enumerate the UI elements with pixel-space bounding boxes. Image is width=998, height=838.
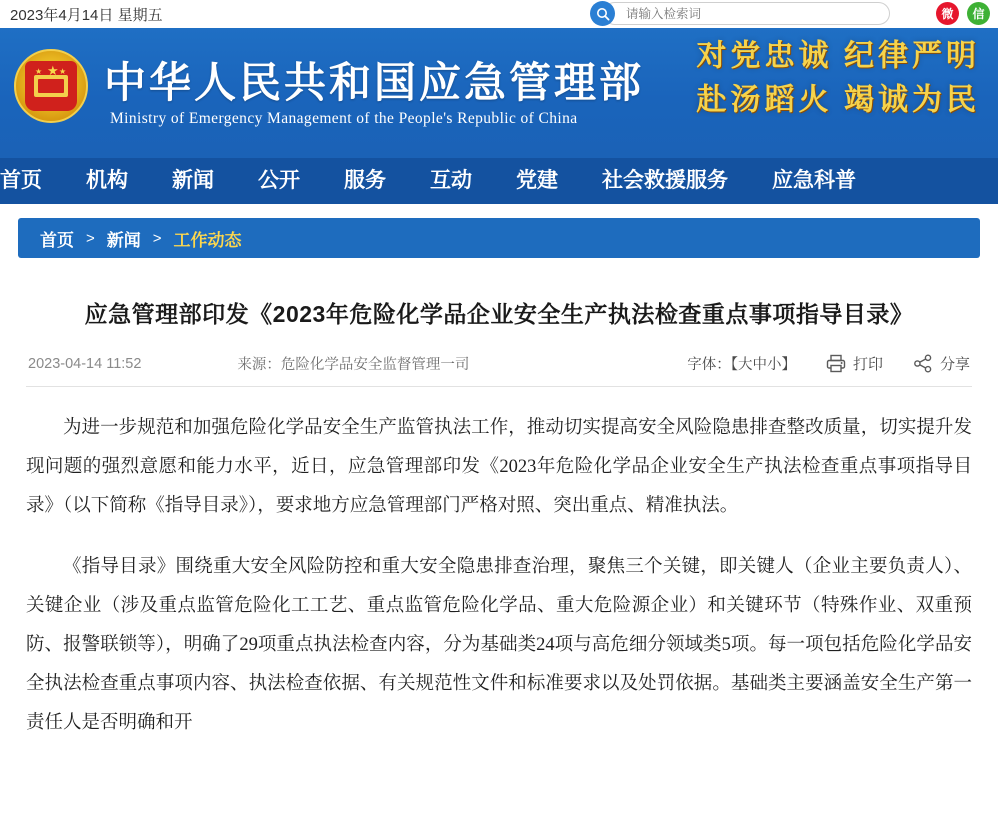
national-emblem-icon: ★ ★ ★	[14, 49, 88, 123]
slogan-line-1: 对党忠诚 纪律严明	[696, 39, 980, 73]
printer-icon	[826, 354, 846, 373]
article-source: 来源：危险化学品安全监督管理一司	[237, 357, 470, 373]
current-date: 2023年4月14日 星期五	[10, 6, 163, 24]
nav-item-interact[interactable]: 互动	[430, 169, 472, 192]
weibo-icon[interactable]: 微	[936, 2, 959, 25]
site-search[interactable]	[590, 1, 890, 26]
nav-item-science[interactable]: 应急科普	[772, 169, 856, 192]
wechat-icon[interactable]: 信	[967, 2, 990, 25]
site-masthead	[0, 28, 998, 158]
search-input[interactable]	[603, 2, 890, 25]
article-paragraph: 《指导目录》围绕重大安全风险防控和重大安全隐患排查治理，聚焦三个关键，即关键人（企业主要负责人）、关键企业（涉及重点监管危险化工工艺、重点监管危险化学品、重大危险源企业）和关键环节（特殊作业、双重预防、报警联锁等），明确了29项重点执法检查内容，分为基础类24项与高危细分领域类5项。每一项包括危险化学品安全执法检查重点事项内容、执法检查依据、有关规范性文件和标准要求以及处罚依据。基础类主要涵盖安全生产第一责任人是否明确和开	[26, 557, 972, 733]
nav-item-news[interactable]: 新闻	[172, 169, 214, 192]
article-paragraph: 为进一步规范和加强危险化学品安全生产监管执法工作，推动切实提高安全风险隐患排查整改质量，切实提升发现问题的强烈意愿和能力水平，近日，应急管理部印发《2023年危险化学品企业安全生产执法检查重点事项指导目录》（以下简称《指导目录》），要求地方应急管理部门严格对照、突出重点、精准执法。	[26, 418, 972, 516]
nav-item-service[interactable]: 服务	[344, 169, 386, 192]
breadcrumb-news[interactable]: 新闻	[106, 230, 141, 250]
print-button[interactable]	[826, 353, 883, 374]
slogan	[697, 35, 981, 122]
breadcrumb-current: 工作动态	[173, 230, 242, 250]
page-title: 应急管理部印发《2023年危险化学品企业安全生产执法检查重点事项指导目录》	[84, 301, 914, 327]
publish-date: 2023-04-14 11:52	[28, 355, 142, 372]
article-meta	[26, 329, 972, 387]
nav-item-rescue[interactable]: 社会救援服务	[602, 169, 728, 192]
font-size-control[interactable]: 字体：【大中小】	[687, 357, 796, 373]
share-icon	[913, 354, 933, 373]
article	[0, 296, 998, 743]
nav-item-open[interactable]: 公开	[258, 169, 300, 192]
share-button[interactable]	[913, 353, 970, 374]
nav-item-party[interactable]: 党建	[516, 169, 558, 192]
nav-item-home[interactable]: 首页	[0, 169, 42, 192]
social-links	[936, 2, 990, 25]
main-navigation[interactable]	[0, 158, 998, 204]
breadcrumb-home[interactable]: 首页	[40, 230, 74, 250]
utility-bar	[0, 0, 998, 28]
share-label: 分享	[939, 356, 970, 373]
slogan-line-2: 赴汤蹈火 竭诚为民	[696, 83, 980, 116]
breadcrumb-separator: >	[86, 229, 95, 247]
article-body	[26, 409, 972, 743]
site-title-english: Ministry of Emergency Management of the People's Republic of China	[110, 110, 578, 127]
print-label: 打印	[852, 356, 883, 373]
search-icon[interactable]	[590, 1, 615, 26]
breadcrumb-separator-2: >	[152, 229, 162, 247]
site-title: 中华人民共和国应急管理部	[104, 61, 645, 107]
nav-item-org[interactable]: 机构	[86, 169, 128, 192]
breadcrumb	[18, 218, 980, 258]
